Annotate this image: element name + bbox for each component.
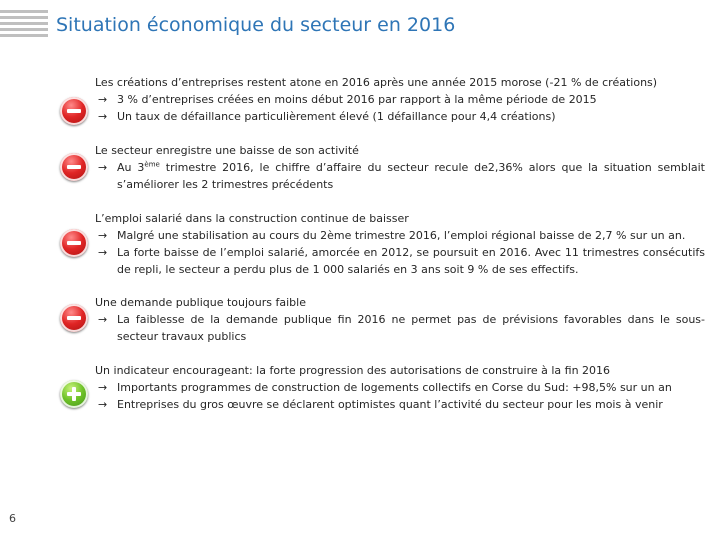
section-demande-publique <box>95 294 705 345</box>
superscript: ème <box>144 160 160 169</box>
section-heading: L’emploi salarié dans la construction continue de baisser <box>95 212 409 225</box>
arrow-icon: → <box>98 246 108 259</box>
list-item-text: Importants programmes de construction de logements collectifs en Corse du Sud: +98,5% sur un an <box>117 381 672 394</box>
section-creations <box>95 74 705 125</box>
section-activite <box>95 142 705 193</box>
arrow-icon: → <box>98 110 108 123</box>
section-heading: Le secteur enregistre une baisse de son activité <box>95 144 359 157</box>
list-item-text: trimestre 2016, le chiffre d’affaire du secteur recule de2,36% alors que la situation semblait s’améliorer les 2 trimestres précédents <box>117 161 705 191</box>
list-item <box>95 227 705 244</box>
arrow-icon: → <box>98 161 108 174</box>
list-item <box>95 91 705 108</box>
plus-icon <box>60 380 88 408</box>
list-item-text: Au 3 <box>117 161 145 174</box>
minus-icon <box>60 97 88 125</box>
section-heading: Un indicateur encourageant: la forte progression des autorisations de construire à la fin 2016 <box>95 364 611 377</box>
decoration-bar <box>0 22 48 25</box>
list-item <box>95 379 705 396</box>
list-item <box>95 108 705 125</box>
arrow-icon: → <box>98 398 108 411</box>
decoration-bar <box>0 10 48 13</box>
minus-icon <box>60 153 88 181</box>
list-item <box>95 159 705 193</box>
page-title: Situation économique du secteur en 2016 <box>56 14 456 36</box>
list-item-text: Un taux de défaillance particulièrement élevé (1 défaillance pour 4,4 créations) <box>117 110 556 123</box>
decoration-bar <box>0 28 48 31</box>
section-heading: Une demande publique toujours faible <box>95 296 306 309</box>
title-decoration-bars <box>0 10 48 40</box>
section-emploi <box>95 210 705 278</box>
page-number: 6 <box>9 512 16 525</box>
list-item-text: Malgré une stabilisation au cours du 2ème trimestre 2016, l’emploi régional baisse de 2,7 % sur un an. <box>117 229 686 242</box>
minus-icon <box>60 229 88 257</box>
arrow-icon: → <box>98 229 108 242</box>
list-item-text: La faiblesse de la demande publique fin 2016 ne permet pas de prévisions favorables dans le sous-secteur travaux publics <box>117 313 705 343</box>
arrow-icon: → <box>98 381 108 394</box>
list-item-text: 3 % d’entreprises créées en moins début 2016 par rapport à la même période de 2015 <box>117 93 597 106</box>
section-heading: Les créations d’entreprises restent atone en 2016 après une année 2015 morose (-21 % de créations) <box>95 76 658 89</box>
list-item-text: La forte baisse de l’emploi salarié, amorcée en 2012, se poursuit en 2016. Avec 11 trimestres consécutifs de repli, le secteur a perdu plus de 1 000 salariés en 3 ans soit 9 % de ses effectifs. <box>117 246 705 276</box>
arrow-icon: → <box>98 313 108 326</box>
arrow-icon: → <box>98 93 108 106</box>
section-indicateur <box>95 362 705 413</box>
list-item <box>95 396 705 413</box>
decoration-bar <box>0 34 48 37</box>
list-item <box>95 311 705 345</box>
decoration-bar <box>0 16 48 19</box>
list-item-text: Entreprises du gros œuvre se déclarent optimistes quant l’activité du secteur pour les mois à venir <box>117 398 663 411</box>
list-item <box>95 244 705 278</box>
minus-icon <box>60 304 88 332</box>
